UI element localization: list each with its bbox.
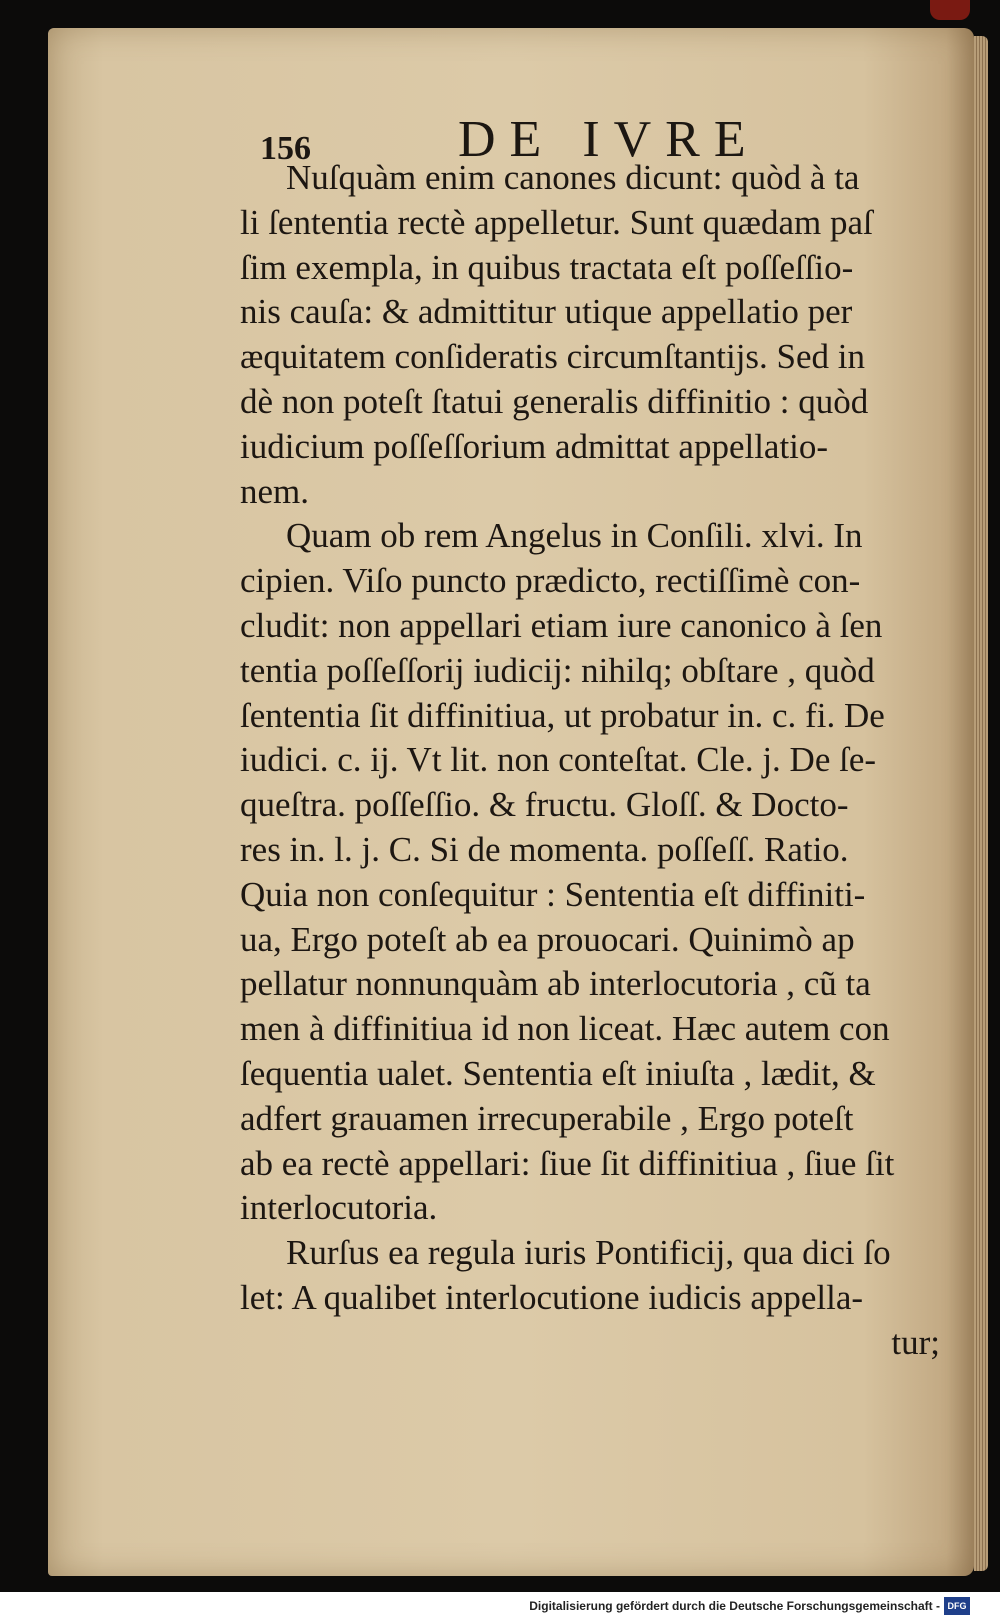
text-line: interlocutoria. <box>240 1188 438 1228</box>
text-line: let: A qualibet interlocutione iudicis appella- <box>240 1277 864 1317</box>
text-line: tentia poſſeſſorij iudicij: nihilq; obſtare , quòd <box>240 650 875 690</box>
text-line: pellatur nonnunquàm ab interlocutoria , cũ ta <box>240 964 871 1004</box>
text-line: dè non poteſt ſtatui generalis diffinitio : quòd <box>240 381 869 421</box>
catchword: tur; <box>891 1322 940 1362</box>
text-line: ſententia ſit diffinitiua, ut probatur in. c. fi. De <box>240 695 885 735</box>
text-line: Nuſquàm enim canones dicunt: quòd à ta <box>286 158 860 197</box>
text-line: ab ea rectè appellari: ſiue ſit diffinitiua , ſiue ſit <box>240 1143 895 1183</box>
text-line: nis cauſa: & admittitur utique appellatio per <box>240 292 853 332</box>
book-page <box>48 28 974 1576</box>
funding-credit: Digitalisierung gefördert durch die Deutsche Forschungsgemeinschaft - <box>529 1599 940 1613</box>
book-corner-decoration <box>930 0 970 20</box>
page-edge-decoration <box>974 36 988 1571</box>
text-line: iudicium poſſeſſorium admittat appellatio- <box>240 426 829 466</box>
text-line: Quia non conſequitur : Sententia eſt diffiniti- <box>240 874 866 914</box>
text-line: adfert grauamen irrecuperabile , Ergo poteſt <box>240 1098 854 1138</box>
text-line: cipien. Viſo puncto prædicto, rectiſſimè con- <box>240 561 861 601</box>
body-text <box>240 156 940 1366</box>
dfg-logo[interactable]: DFG <box>944 1597 970 1615</box>
text-line: Rurſus ea regula iuris Pontificij, qua dici ſo <box>286 1233 891 1273</box>
text-line: queſtra. poſſeſſio. & fructu. Gloſſ. & Docto- <box>240 785 849 825</box>
text-line: nem. <box>240 471 310 511</box>
running-title: DE IVRE <box>458 111 760 168</box>
text-line: li ſententia rectè appelletur. Sunt quædam paſ <box>240 202 873 242</box>
text-line: cludit: non appellari etiam iure canonico à ſen <box>240 605 883 645</box>
text-line: men à diffinitiua id non liceat. Hæc autem con <box>240 1009 890 1049</box>
text-line: æquitatem conſideratis circumſtantijs. Sed in <box>240 337 866 377</box>
text-line: Quam ob rem Angelus in Conſili. xlvi. In <box>286 516 863 556</box>
text-line: ſequentia ualet. Sententia eſt iniuſta , lædit, & <box>240 1053 876 1093</box>
digitization-footer <box>0 1592 1000 1622</box>
text-line: iudici. c. ij. Vt lit. non conteſtat. Cle. j. De ſe- <box>240 740 877 780</box>
page-number: 156 <box>260 130 311 167</box>
text-line: ua, Ergo poteſt ab ea prouocari. Quinimò ap <box>240 919 855 959</box>
text-line: res in. l. j. C. Si de momenta. poſſeſſ. Ratio. <box>240 829 849 869</box>
text-line: ſim exempla, in quibus tractata eſt poſſeſſio- <box>240 247 854 287</box>
